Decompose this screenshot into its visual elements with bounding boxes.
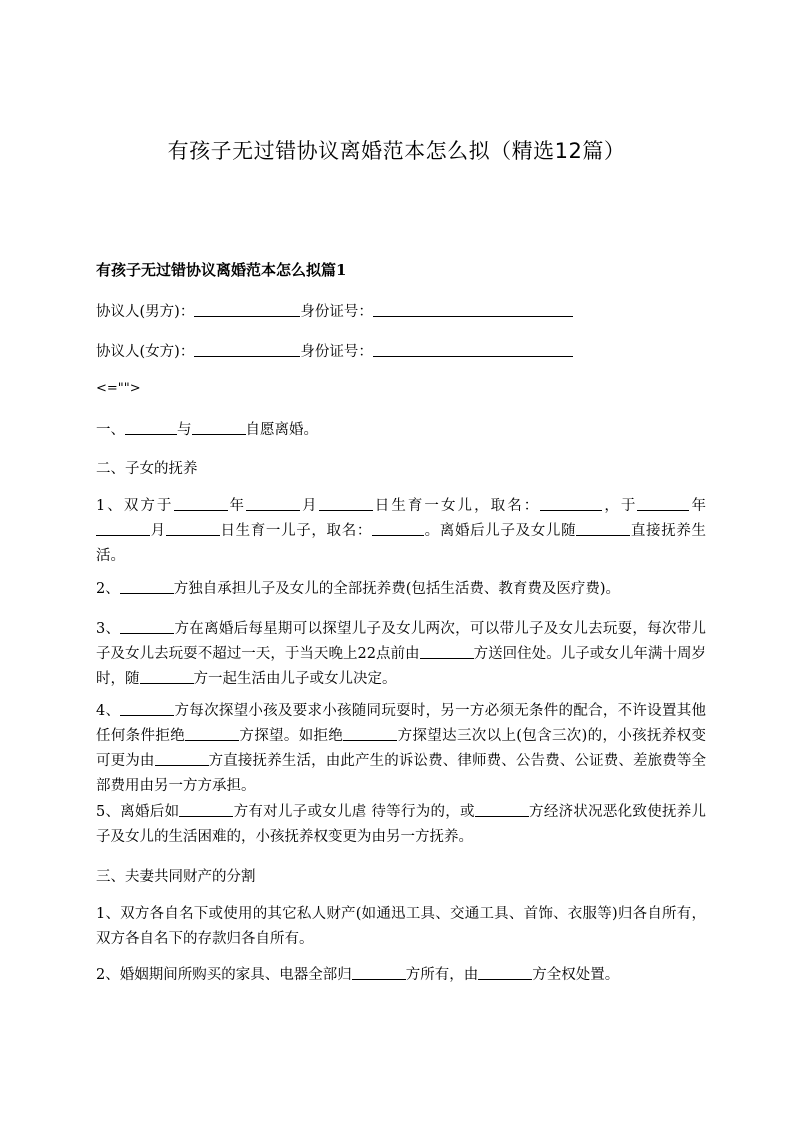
blank-field[interactable] — [420, 643, 474, 659]
item-2-heading: 二、子女的抚养 — [96, 461, 198, 477]
blank-field[interactable] — [185, 725, 239, 741]
paragraph-5: 5、离婚后如 方有对儿子或女儿虐 待等行为的，或 方经济状况恶化致使抚养儿子及女儿的生活困难的，小孩抚养权变更为由另一方抚养。 — [96, 800, 706, 850]
blank-field[interactable] — [120, 700, 174, 716]
id-label: 身份证号： — [300, 304, 373, 320]
blank-field[interactable] — [120, 578, 174, 594]
blank-field[interactable] — [125, 419, 177, 435]
blank-field[interactable] — [373, 341, 573, 357]
blank-field[interactable] — [319, 495, 373, 511]
blank-field[interactable] — [373, 301, 573, 317]
blank-field[interactable] — [352, 964, 406, 980]
item-3-heading: 三、夫妻共同财产的分割 — [96, 869, 256, 885]
blank-field[interactable] — [576, 520, 630, 536]
item-1-end: 自愿离婚。 — [245, 422, 318, 438]
party-female-label: 协议人(女方)： — [96, 344, 195, 360]
paragraph-3: 3、 方在离婚后每星期可以探望儿子及女儿两次，可以带儿子及女儿去玩耍，每次带儿子及女儿去玩耍不超过一天，于当天晚上22点前由 方送回住处。儿子或女儿年满十周岁时，随 方一起生活由儿子或女儿决定。 — [96, 617, 706, 692]
blank-field[interactable] — [372, 520, 424, 536]
blank-field[interactable] — [540, 495, 602, 511]
paragraph-7: 2、婚姻期间所购买的家具、电器全部归 方所有，由 方全权处置。 — [96, 963, 706, 988]
blank-field[interactable] — [246, 495, 300, 511]
blank-field[interactable] — [174, 495, 228, 511]
party-male-label: 协议人(男方)： — [96, 304, 195, 320]
blank-field[interactable] — [194, 341, 300, 357]
blank-field[interactable] — [475, 801, 529, 817]
blank-field[interactable] — [166, 520, 220, 536]
paragraph-6: 1、双方各自名下或使用的其它私人财产(如通迅工具、交通工具、首饰、衣服等)归各自所有，双方各自名下的存款归各自所有。 — [96, 906, 706, 947]
paragraph-2: 2、 方独自承担儿子及女儿的全部抚养费(包括生活费、教育费及医疗费)。 — [96, 577, 706, 602]
blank-field[interactable] — [637, 495, 689, 511]
item-1 — [96, 418, 706, 443]
blank-field[interactable] — [120, 618, 174, 634]
item-1-mid: 与 — [177, 422, 192, 438]
paragraph-1: 1、双方于 年 月 日生育一女儿，取名： ，于 年月 日生育一儿子，取名： 。离婚后儿子及女儿随 直接抚养生活。 — [96, 494, 706, 569]
blank-field[interactable] — [194, 301, 300, 317]
item-1-prefix: 一、 — [96, 422, 125, 438]
party-male-line — [96, 300, 706, 325]
id-label: 身份证号： — [300, 344, 373, 360]
blank-field[interactable] — [155, 750, 209, 766]
paragraph-4: 4、 方每次探望小孩及要求小孩随同玩耍时，另一方必须无条件的配合，不许设置其他任何条件拒绝 方探望。如拒绝 方探望达三次以上(包含三次)的，小孩抚养权变可更为由 方直接抚养生活，由此产生的诉讼费、律师费、公告费、公证费、差旅费等全部费用由另一方方承担。 — [96, 699, 706, 799]
blank-field[interactable] — [96, 520, 150, 536]
blank-field[interactable] — [478, 964, 532, 980]
blank-field[interactable] — [192, 419, 246, 435]
html-tag-remnant: <=""> — [96, 381, 141, 396]
section-heading: 有孩子无过错协议离婚范本怎么拟篇1 — [96, 261, 347, 279]
blank-field[interactable] — [140, 668, 194, 684]
blank-field[interactable] — [343, 725, 397, 741]
document-title: 有孩子无过错协议离婚范本怎么拟（精选12篇） — [167, 139, 626, 163]
blank-field[interactable] — [179, 801, 233, 817]
party-female-line — [96, 340, 706, 365]
